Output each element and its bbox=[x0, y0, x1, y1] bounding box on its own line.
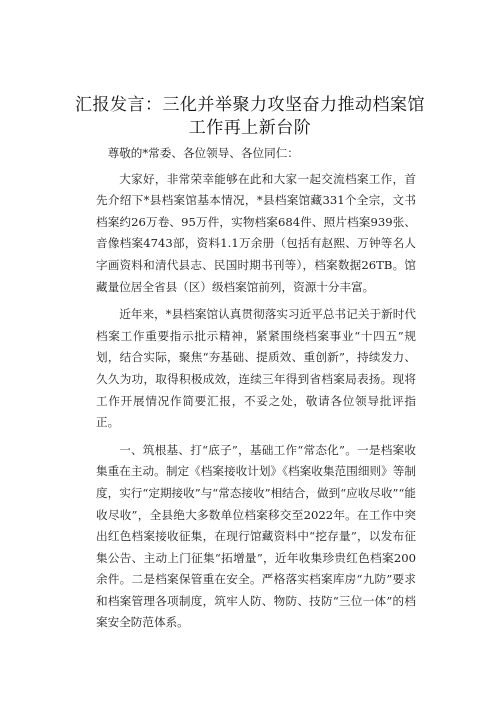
document-body bbox=[96, 143, 416, 640]
paragraph-section-one: 一、筑根基、打“底子”，基础工作“常态化”。一是档案收集重在主动。制定《档案接收计划》《档案收集范围细则》等制度，实行“定期接收”与“常态接收”相结合，做到“应收尽收”“能收尽收”，全县绝大多数单位档案移交至2022年。在工作中突出红色档案接收征集，在现行馆藏资料中“挖存量”，以发布征集公告、主动上门征集“拓增量”，近年收集珍贵红色档案200余件。二是档案保管重在安全。严格落实档案库房“九防”要求和档案管理各项制度，筑牢人防、物防、技防“三位一体”的档案安全防范体系。 bbox=[96, 442, 416, 630]
salutation: 尊敬的*常委、各位领导、各位同仁： bbox=[107, 146, 299, 160]
document-title-line-1: 汇报发言：三化并举聚力攻坚奋力推动档案馆 bbox=[75, 95, 425, 115]
paragraph-overview: 近年来，*县档案馆认真贯彻落实习近平总书记关于新时代档案工作重要指示批示精神，紧紧围绕档案事业“十四五”规划，结合实际，聚焦“夯基础、提质效、重创新”，持续发力、久久为功，取得积极成效，连续三年得到省档案局表扬。现将工作开展情况作简要汇报，不妥之处，敬请各位领导批评指正。 bbox=[96, 307, 416, 430]
document-title-line-2: 工作再上新台阶 bbox=[188, 118, 312, 138]
paragraph-intro: 大家好，非常荣幸能够在此和大家一起交流档案工作，首先介绍下*县档案馆基本情况，*县档案馆藏331个全宗，文书档案约26万卷、95万件，实物档案684件、照片档案939张、音像档案4743部，资料1.1万余册（包括有赵熙、万钟等名人字画资料和清代县志、民国时期书刊等），档案数据26TB。馆藏量位居全省县（区）级档案馆前列，资源十分丰富。 bbox=[96, 171, 416, 294]
